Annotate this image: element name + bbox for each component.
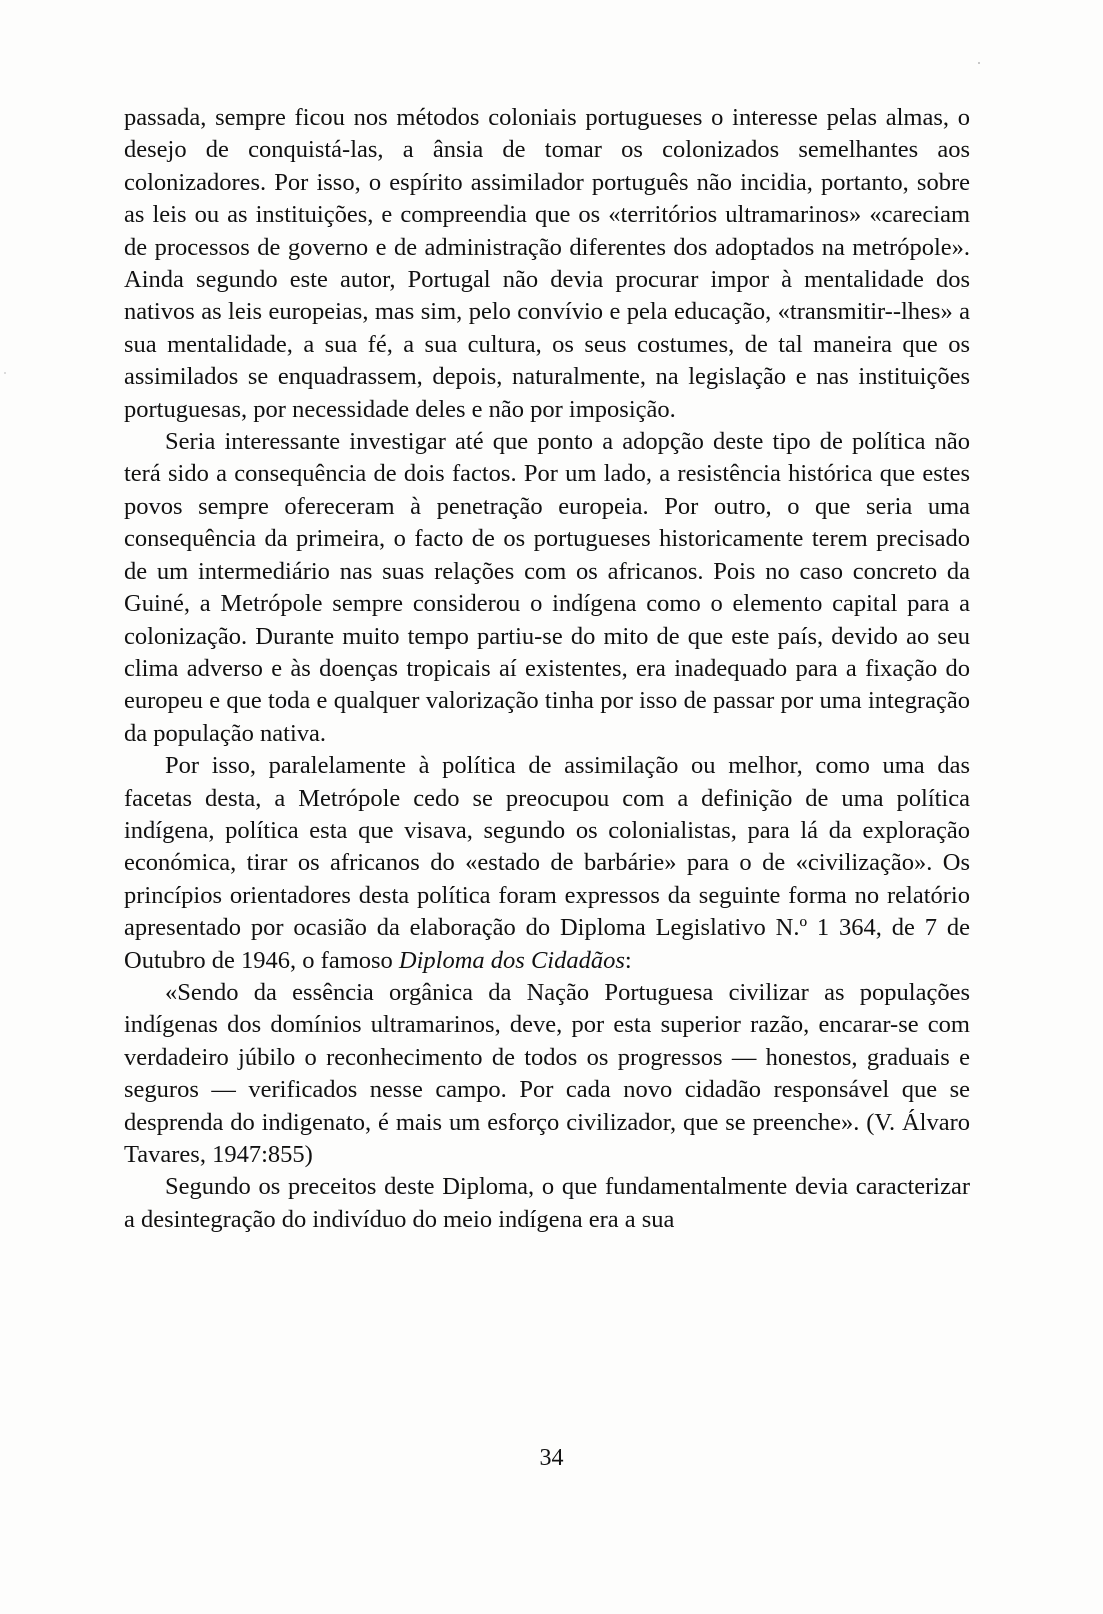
paragraph-3-colon: : bbox=[624, 946, 632, 974]
quotation-paragraph: «Sendo da essência orgânica da Nação Portuguesa civilizar as populações indígenas dos domínios ultramarinos, deve, por esta superior razão, encarar-se com verdadeiro júbilo o reconhecimento de todos os progressos — honestos, graduais e seguros — verificados nesse campo. Por cada novo cidadão responsável que se desprenda do indigenato, é mais um esforço civilizador, que se preenche». (V. Álvaro Tavares, 1947:855) bbox=[124, 978, 970, 1168]
paragraph-3 bbox=[124, 750, 970, 977]
paragraph-5: Segundo os preceitos deste Diploma, o que fundamentalmente devia caracterizar a desintegração do indivíduo do meio indígena era a sua bbox=[124, 1173, 970, 1233]
paragraph-3-text: Por isso, paralelamente à política de assimilação ou melhor, como uma das facetas desta, a Metrópole cedo se preocupou com a definição de uma política indígena, política esta que visava, segundo os colonialistas, para lá da exploração económica, tirar os africanos do «estado de barbárie» para o de «civilização». Os princípios orientadores desta política foram expressos da seguinte forma no relatório apresentado por ocasião da elaboração do Diploma Legislativo N.º 1 364, de 7 de Outubro de 1946, o famoso bbox=[124, 752, 970, 974]
scan-speck bbox=[978, 62, 980, 64]
paragraph-1: passada, sempre ficou nos métodos coloniais portugueses o interesse pelas almas, o desejo de conquistá-las, a ânsia de tomar os colonizados semelhantes aos colonizadores. Por isso, o espírito assimilador português não incidia, portanto, sobre as leis ou as instituições, e compreendia que os «territórios ultramarinos» «careciam de processos de governo e de administração diferentes dos adoptados na metrópole». Ainda segundo este autor, Portugal não devia procurar impor à mentalidade dos nativos as leis europeias, mas sim, pelo convívio e pela educação, «transmitir--lhes» a sua mentalidade, a sua fé, a sua cultura, os seus costumes, de tal maneira que os assimilados se enquadrassem, depois, naturalmente, na legislação e nas instituições portuguesas, por necessidade deles e não por imposição. bbox=[124, 104, 970, 423]
body-text bbox=[124, 102, 970, 1236]
scan-speck bbox=[4, 372, 6, 374]
page-number: 34 bbox=[539, 1445, 564, 1471]
paragraph-2: Seria interessante investigar até que ponto a adopção deste tipo de política não terá sido a consequência de dois factos. Por um lado, a resistência histórica que estes povos sempre ofereceram à penetração europeia. Por outro, o que seria uma consequência da primeira, o facto de os portugueses historicamente terem precisado de um intermediário nas suas relações com os africanos. Pois no caso concreto da Guiné, a Metrópole sempre considerou o indígena como o elemento capital para a colonização. Durante muito tempo partiu-se do mito de que este país, devido ao seu clima adverso e às doenças tropicais aí existentes, era inadequado para a fixação do europeu e que toda e qualquer valorização tinha por isso de passar por uma integração da população nativa. bbox=[124, 428, 970, 747]
diploma-title-italic: Diploma dos Cidadãos bbox=[398, 946, 625, 974]
